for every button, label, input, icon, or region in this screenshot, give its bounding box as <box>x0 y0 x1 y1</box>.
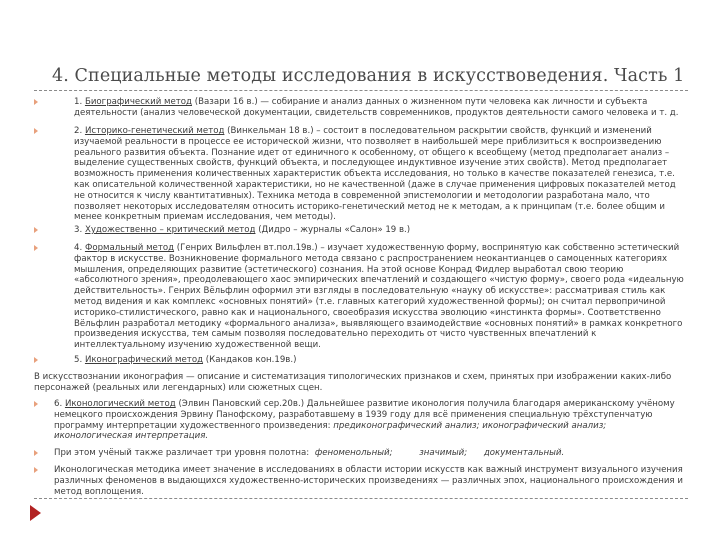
item-number: 3. <box>74 225 83 235</box>
bullet-icon <box>34 99 38 105</box>
conclusion-text: Иконологическая методика имеет значение в исследованиях в области истории искусств как важный инструмент визуального изучения различных феноменов в выдающихся художественно-исторических произведениях — различных эпох, национального происхождения и метод воплощения. <box>54 465 683 497</box>
list-item <box>54 399 686 442</box>
bullet-icon <box>34 357 38 363</box>
iconography-note-text: В искусствознании иконография — описание и систематизация типологических признаков и схем, принятых при изображении каких-либо персонажей (реальных или легендарных) или сюжетных сцен. <box>34 372 672 393</box>
title-divider <box>34 90 688 91</box>
list-item <box>74 126 686 223</box>
iconography-note <box>34 372 686 394</box>
item-number: 1. <box>74 97 83 107</box>
item-number: 6. <box>54 399 63 409</box>
item-text: (Кандаков кон.19в.) <box>205 355 297 365</box>
bullet-icon <box>34 467 38 473</box>
item-method-name: Иконологический метод <box>64 399 176 409</box>
item-text: (Винкельман 18 в.) – состоит в последовательном раскрытии свойств, функций и изменений изучаемой реальности в процессе ее исторической жизни, что позволяет в наибольшей мере приблизиться к воспроизведению реального развития объекта. Познание идет от единичного к особенному, от общего к всеобщему (метод предполагает анализ – выделение существенных свойств, функций объекта, и последующее индуктивное изучение этих свойств). Метод предполагает возможность применения количественных характеристик объекта исследования, но только в качестве показателей генезиса, т.е. как описательной количественной характеристики, но не качественной (даже в случае применения цифровых показателей метод не относится к числу квантитативных). Техника метода в современной эпистемологии и методологии разработана мало, что позволяет некоторых исследователям относить историко-генетический метод не к методам, а к принципам (т.е. более общим и менее конкретным приемам исследования, чем методы). <box>74 126 676 223</box>
list-item <box>74 243 686 351</box>
item-number: 5. <box>74 355 83 365</box>
slide-title: 4. Специальные методы исследования в искусствоведения. Часть 1 <box>52 66 685 86</box>
item-method-name: Биографический метод <box>84 97 193 107</box>
item-method-name: Иконографический метод <box>84 355 204 365</box>
item-text: (Элвин Пановский сер.20в.) Дальнейшее развитие иконология получила благодаря американскому учёному немецкого происхождения Эрвину Панофскому, разработавшему в 1939 году для всё применения специальную трёхступенчатую программу интерпретации художественного произведения: <box>54 399 675 431</box>
corner-triangle-icon <box>30 505 41 521</box>
item-text: (Вазари 16 в.) — собирание и анализ данных о жизненном пути человека как личности и субъекта деятельности (анализ человеческой документации, свидетельств современников, продуктов деятельности самого человека и т. д. <box>74 97 679 118</box>
bullet-icon <box>34 227 38 233</box>
level-1: феноменольный; <box>314 448 393 458</box>
bullet-icon <box>34 450 38 456</box>
item-method-name: Историко-генетический метод <box>84 126 225 136</box>
list-item <box>74 97 686 119</box>
item-text: (Генрих Вильфлен вт.пол.19в.) – изучает художественную форму, воспринятую как собственно эстетический фактор в искусстве. Возникновение формального метода связано с распространением неокантианцев о самоценных категориях мышления, определяющих развитие (эстетического) сознания. На этой основе Конрад Фидлер выработал свою теорию «абсолютного зрения», преодолевающего хаос эмпирических впечатлений и создающего «чистую форму», своего рода «идеальную действительность». Генрих Вёльфлин оформил эти взгляды в последовательную «науку об искусстве»: рассматривая стиль как метод видения и как комплекс «основных понятий» (т.е. главных категорий художественной формы); он считал первопричиной историко-стилистического, равно как и национального, своеобразия искусства эволюцию «инстинкта формы». Соответственно Вёльфлин разработал методику «формального анализа», выявляющего взаимодействие «основных понятий» в рамках конкретного произведения искусства, тем самым позволяя последовательно переходить от чисто чувственных впечатлений к интеллектуальному изучению художественной вещи. <box>74 243 684 351</box>
level-3: документальный. <box>483 448 565 458</box>
item-number: 4. <box>74 243 83 253</box>
list-item <box>74 225 686 236</box>
level-2: значимый; <box>419 448 468 458</box>
item-number: 2. <box>74 126 83 136</box>
conclusion <box>54 465 686 497</box>
bullet-icon <box>34 245 38 251</box>
item-text: (Дидро – журналы «Салон» 19 в.) <box>258 225 411 235</box>
item-method-name: Художественно – критический метод <box>84 225 256 235</box>
bottom-divider <box>34 498 688 499</box>
list-item <box>74 355 686 366</box>
levels-note-text: При этом учёный также различает три уровня полотна: <box>54 448 310 458</box>
item-method-name: Формальный метод <box>84 243 175 253</box>
levels-note <box>54 448 686 459</box>
bullet-icon <box>34 401 38 407</box>
bullet-icon <box>34 128 38 134</box>
item-stages: предиконографический анализ; иконографический анализ; иконологическая интерпретация. <box>54 420 607 442</box>
